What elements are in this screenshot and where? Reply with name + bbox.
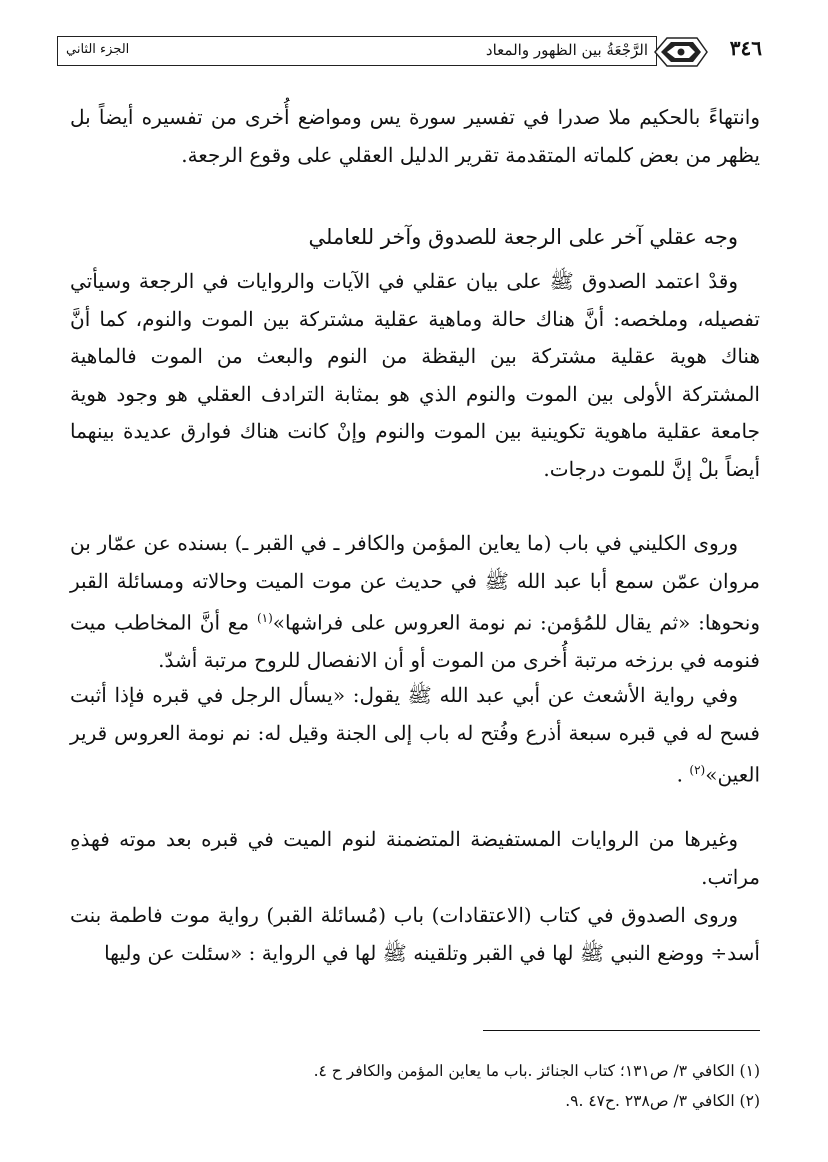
paragraph-2 xyxy=(70,263,760,489)
book-title: الرَّجْعَةُ بين الظهور والمعاد xyxy=(485,41,648,59)
paragraph-4 xyxy=(70,677,760,794)
paragraph-text-part: . xyxy=(676,762,690,787)
paragraph-text-part: مع أنَّ المخاطب ميت فنومه في برزخه مرتبة أُخرى من الموت أو أن الانفصال للروح مرتبة أشدّ. xyxy=(70,610,760,673)
footnote-2: (٢) الكافي ٣/ ص٢٣٨ .ح٤٧ .٩. xyxy=(565,1092,760,1110)
paragraph-text xyxy=(70,677,760,794)
footnotes xyxy=(70,1056,760,1116)
paragraph-text: وقدْ اعتمد الصدوق ﷺ على بيان عقلي في الآيات والروايات في الرجعة وسيأتي تفصيله، وملخصه: أنَّ هناك حالة وماهية عقلية مشتركة بين الموت والنوم، كما أنَّ هناك هوية عقلية مشتركة بين اليقظة من النوم والبعث من الموت فالماهية المشتركة الأولى بين الموت والنوم الذي هو بمثابة الترادف العقلي هو وجود هوية جامعة عقلية ماهوية تكوينية بين الموت والنوم وإنْ كانت هناك فوارق عديدة بينهما أيضاً بلْ إنَّ للموت درجات. xyxy=(70,269,760,481)
footnote-divider xyxy=(483,1030,760,1031)
header-ornament-icon xyxy=(653,34,709,70)
paragraph-text-part: وفي رواية الأشعث عن أبي عبد الله ﷺ يقول: «يسأل الرجل في قبره فإذا أثبت فسح له في قبره سبعة أذرع وفُتح له باب إلى الجنة وقيل له: نم نومة العروس قرير العين» xyxy=(70,683,760,787)
page-header xyxy=(57,30,762,74)
header-frame xyxy=(57,36,657,66)
section-heading: وجه عقلي آخر على الرجعة للصدوق وآخر للعاملي xyxy=(308,225,738,249)
footnote-marker: (١) xyxy=(256,611,273,626)
paragraph-5 xyxy=(70,821,760,896)
paragraph-text: وانتهاءً بالحكيم ملا صدرا في تفسير سورة يس ومواضع أُخرى من تفسيره أيضاً بل يظهر من بعض كلماته المتقدمة تقرير الدليل العقلي على وقوع الرجعة. xyxy=(70,105,760,167)
paragraph-text: وروى الصدوق في كتاب (الاعتقادات) باب (مُسائلة القبر) رواية موت فاطمة بنت أسد÷ ووضع النبي ﷺ لها في القبر وتلقينه ﷺ لها في الرواية : «سئلت عن وليها xyxy=(70,903,760,965)
paragraph-text xyxy=(70,525,760,680)
paragraph-3 xyxy=(70,525,760,680)
paragraph-text: وغيرها من الروايات المستفيضة المتضمنة لنوم الميت في قبره بعد موته فهذهِ مراتب. xyxy=(70,827,760,889)
footnote-marker: (٢) xyxy=(689,763,706,778)
paragraph-text-part: وروى الكليني في باب (ما يعاين المؤمن والكافر ـ في القبر ـ) بسنده عن عمّار بن مروان عمّن سمع أبا عبد الله ﷺ في حديث عن موت الميت وحالاته ومسائلة القبر ونحوها: «ثم يقال للمُؤمن: نم نومة العروس على فراشها» xyxy=(70,531,760,635)
paragraph-6 xyxy=(70,897,760,972)
paragraph-1 xyxy=(70,99,760,174)
part-label: الجزء الثاني xyxy=(66,42,130,57)
footnote-1: (١) الكافي ٣/ ص١٣١؛ كتاب الجنائز .باب ما يعاين المؤمن والكافر ح ٤. xyxy=(313,1062,760,1080)
page-number: ٣٤٦ xyxy=(729,36,762,60)
